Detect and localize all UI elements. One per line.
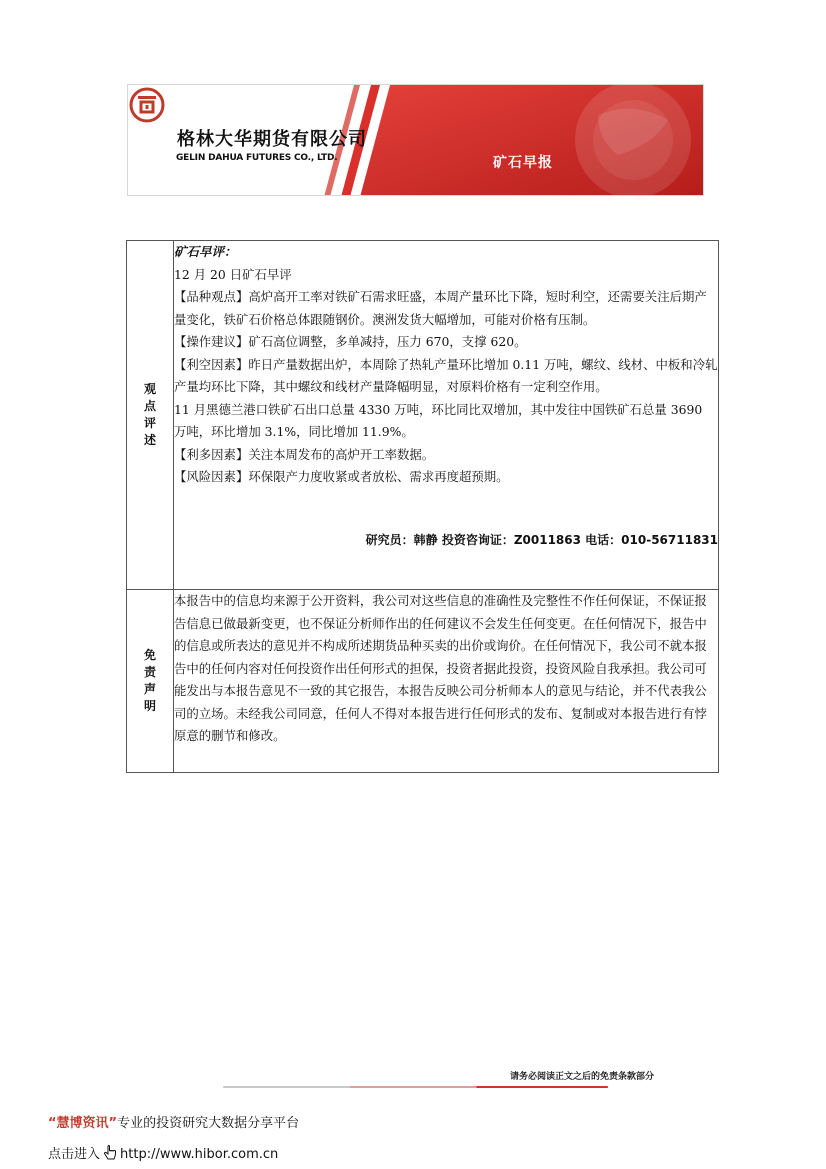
disclaimer-side-label-cell bbox=[127, 590, 174, 773]
view-row bbox=[127, 241, 719, 590]
paragraph-risk-factors: 【风险因素】环保限产力度收紧或者放松、需求再度超预期。 bbox=[174, 469, 509, 484]
promo-link-line[interactable] bbox=[48, 1143, 278, 1162]
analyst-line: 研究员：韩静 投资咨询证：Z0011863 电话：010-56711831 bbox=[365, 532, 718, 547]
footer-note: 请务必阅读正文之后的免责条款部分 bbox=[510, 1072, 655, 1082]
paragraph-variety-view: 【品种观点】高炉高开工率对铁矿石需求旺盛，本周产量环比下降，短时利空，还需要关注后期产量变化，铁矿石价格总体跟随钢价。澳洲发货大幅增加，可能对价格有压制。 bbox=[174, 289, 707, 327]
view-side-label-cell bbox=[127, 241, 174, 590]
paragraph-bearish-factors: 【利空因素】昨日产量数据出炉，本周除了热轧产量环比增加 0.11 万吨，螺纹、线材、中板和冷轧产量均环比下降，其中螺纹和线材产量降幅明显，对原料价格有一定利空作用。 bbox=[174, 356, 718, 394]
paragraph-port-exports: 11 月黑德兰港口铁矿石出口总量 4330 万吨，环比同比双增加，其中发往中国铁矿石总量 3690 万吨，环比增加 3.1%，同比增加 11.9%。 bbox=[174, 401, 703, 439]
header-banner bbox=[127, 84, 704, 196]
promo-brand: “慧博资讯” bbox=[48, 1116, 118, 1131]
promo-line bbox=[48, 1112, 299, 1131]
view-content-cell bbox=[174, 241, 719, 590]
company-logo-icon bbox=[128, 85, 166, 125]
disclaimer-side-label: 免责声明 bbox=[143, 648, 156, 713]
hibor-link[interactable]: http://www.hibor.com.cn bbox=[120, 1147, 279, 1162]
paragraph-operation-advice: 【操作建议】矿石高位调整，多单减持，压力 670，支撑 620。 bbox=[174, 334, 527, 349]
footer-rule bbox=[127, 1086, 704, 1088]
link-prefix: 点击进入 bbox=[48, 1147, 101, 1162]
report-table bbox=[126, 240, 719, 773]
disclaimer-text: 本报告中的信息均来源于公开资料，我公司对这些信息的准确性及完整性不作任何保证，不保证报告信息已做最新变更，也不保证分析师作出的任何建议不会发生任何变更。在任何情况下，报告中的信息或所表达的意见并不构成所述期货品种买卖的出价或询价。在任何情况下，我公司不就本报告中的任何内容对任何投资作出任何形式的担保，投资者据此投资，投资风险自我承担。我公司可能发出与本报告意见不一致的其它报告，本报告反映公司分析师本人的意见与结论，并不代表我公司的立场。未经我公司同意，任何人不得对本报告进行任何形式的发布、复制或对本报告进行有悖原意的删节和修改。 bbox=[174, 590, 719, 773]
date-line: 12 月 20 日矿石早评 bbox=[174, 266, 292, 282]
promo-text: 专业的投资研究大数据分享平台 bbox=[117, 1116, 300, 1131]
view-side-label: 观点评述 bbox=[143, 382, 156, 447]
section-heading: 矿石早评： bbox=[174, 244, 237, 259]
company-name-cn: 格林大华期货有限公司 bbox=[177, 129, 367, 150]
report-title: 矿石早报 bbox=[493, 155, 553, 171]
pointer-hand-icon bbox=[103, 1145, 117, 1161]
paragraph-bullish-factors: 【利多因素】关注本周发布的高炉开工率数据。 bbox=[174, 446, 435, 462]
disclaimer-row bbox=[127, 590, 719, 773]
company-name-en: GELIN DAHUA FUTURES CO., LTD. bbox=[176, 153, 338, 163]
